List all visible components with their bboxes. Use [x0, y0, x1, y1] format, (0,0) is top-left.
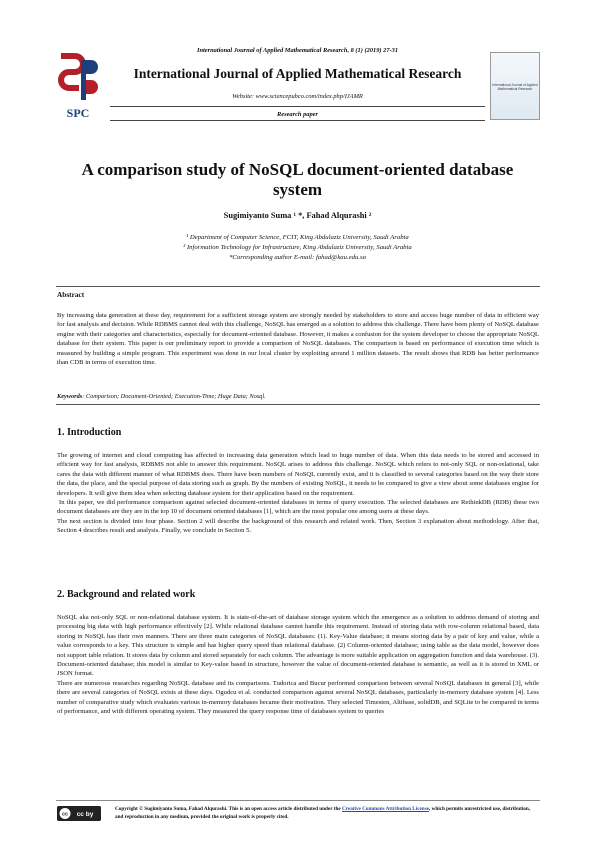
license-link[interactable]: Creative Commons Attribution License [341, 806, 430, 812]
copyright-tail: , which permits unrestricted use, distribution, and reproduction in any medium, provided the original work is properly cited. [115, 806, 531, 820]
paragraph: The next section is divided into four phase. Section 2 will describe the background of this research and related work. Then, Section 3 explanation about methodology. After that, Section 4 describes result and analysis. Finally, we conclude in Section 5. [57, 517, 539, 535]
section-heading-background: 2. Background and related work [57, 589, 196, 600]
section-heading-introduction: 1. Introduction [57, 427, 122, 438]
cover-title: International Journal of Applied Mathematical Research [492, 83, 538, 91]
section-body-background [57, 613, 539, 716]
journal-citation: International Journal of Applied Mathematical Research, 8 (1) (2019) 27-31 [196, 47, 399, 54]
paragraph: In this paper, we did performance comparison against selected document-oriented databases in terms of query execution. The selected databases are RethinkDB (RDB) these two document databases are they are in the top 10 of document oriented databases [1], which are the most popular one among users at these days. [57, 499, 539, 516]
logo-text: SPC [66, 106, 90, 120]
copyright-text: Copyright © Sugimiyanto Suma, Fahad Alqurashi. This is an open access article distributed under the [115, 806, 342, 812]
cc-by-license-icon[interactable] [57, 806, 101, 821]
paragraph: There are numerous researches regarding NoSQL database and its comparisons. Tudorica and Bucur performed comparison between several NoSQL databases in general [3], while there are several categories of NoSQL exists at these days. Ogudcu et al. conducted comparison against several NoSQL databases, particularly in-memory database system [4]. Less number of comparative study which evaluates various in-memory databases became their motivation. They selected Timesten, Altibase, solidDB, and SQLite to be compared in terms of performance, and with different operating system. They measured the query response time of databases system to queries [57, 679, 539, 716]
spc-logo-icon [55, 50, 101, 122]
affiliation-2: ² Information Technology for Infrastructure, King Abdulaziz University, Saudi Arabia [183, 244, 412, 251]
footer-rule [56, 800, 540, 801]
keywords-label: Keywords [57, 393, 83, 400]
copyright-notice [115, 805, 539, 821]
paragraph: The growing of internet and cloud computing has affected to increasing data generation which lead to huge number of data. When this data needs to be stored and accessed in efficient way for fast analysis, RDBMS not able to answer this requirement. NoSQL arises to address this challenge. NoSQL which refers to not-only SQL or non-relational, take cares the data with different manner of what RDBMS does. There have been numbers of NoSQL currently exist, and it is classified to several categories based on the way their store the data, the place, and the special purpose of data storing such as graph. By the numbers of existing NoSQL, it needs to be compared to give a view about some databases engine for developers. It will give them idea when selecting database system for their application based on the requirement. [57, 452, 539, 497]
journal-website: Website: www.sciencepubco.com/index.php/IJAMR [232, 93, 363, 100]
cc-label: cc by [76, 811, 94, 818]
abstract-bottom-rule [56, 404, 540, 405]
section-body-introduction [57, 451, 539, 536]
paper-title: A comparison study of NoSQL document-oriented database system [81, 160, 514, 199]
article-type: Research paper [276, 111, 318, 118]
keywords-list: : Comparison; Document-Oriented; Execution-Time; Huge Data; Nosql. [82, 393, 266, 400]
header-divider [110, 106, 485, 107]
affiliations [60, 233, 535, 263]
keywords [57, 393, 539, 400]
abstract-top-rule [56, 286, 540, 287]
svg-text:cc: cc [61, 811, 69, 818]
paragraph: NoSQL aka not-only SQL or non-relational database system. It is state-of-the-art of database storage system which the emergence as a solution to address demand of storing and processing big data with high performance effectively [2]. While relational database cannot handle this requirement. Instead of storing data with row-column relational based, data storing in NoSQL has their own manners. There are three main categories of NoSQL databases: (1). Key-Value database; it means storing data by a pair of key and value, while a value corresponds to a key. This structure is simple and has higher query speed than relational database. (2) Column-oriented database; using table as the data model, however does not support table relation. It stores data by column and stored separately for each column. The advantage is more suitable application on aggregation function and data warehouse. (3). Document-oriented database; this model is similar to Key-value based in structure, however the value of document-oriented database is semantic, as well as it is stored in XML or JSON format. [57, 614, 539, 678]
abstract-heading: Abstract [57, 290, 85, 299]
affiliation-1: ¹ Department of Computer Science, FCIT, King Abdulaziz University, Saudi Arabia [186, 234, 409, 241]
paper-authors: Sugimiyanto Suma ¹ *, Fahad Alqurashi ² [223, 211, 372, 220]
journal-cover-image [490, 52, 540, 120]
header-divider-bottom [110, 120, 485, 121]
journal-title: International Journal of Applied Mathematical Research [133, 66, 462, 81]
abstract-text: By increasing data generation at these day, requirement for a sufficient storage system are strongly needed by stakeholders to store and access huge number of data in efficient way for fast analysis and decision. While RDBMS cannot deal with this challenge, NoSQL has emerged as a solution to address this challenge. There have been plenty of NoSQL database engine with their categories and characteristics, especially for document-oriented database. However, it makes a confusion for the system developer to choose the appropriate NoSQL database for their system. This paper is our preliminary report to provide a comparison of NoSQL databases. The comparison is based on performance of execution time which is measured by building a simple program. This experiment was done in our local cluster by exploiting around 1 million datasets. The result shows that RDB has better performance than CDB in terms of execution time. [57, 312, 539, 367]
corresponding-author: *Corresponding author E-mail: fahad@kau.edu.sa [229, 254, 366, 261]
